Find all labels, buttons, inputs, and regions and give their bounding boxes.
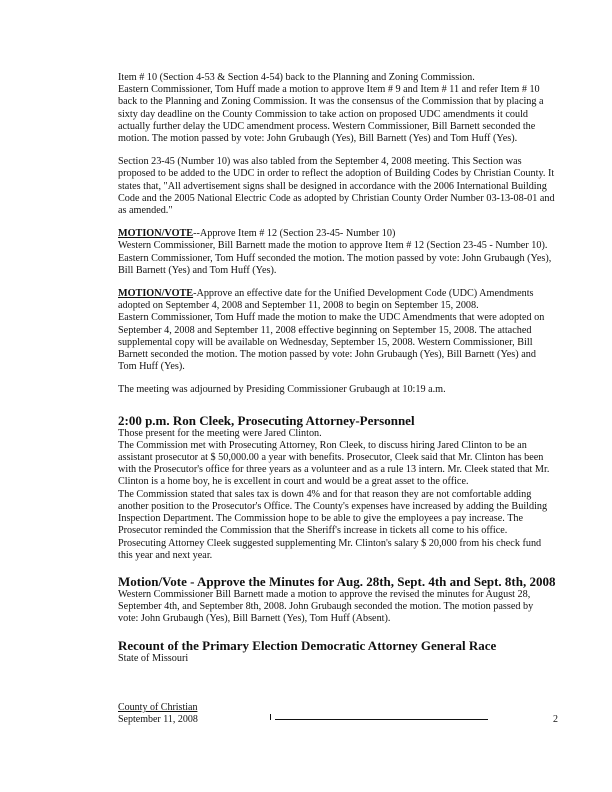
page-footer bbox=[118, 702, 558, 726]
section-23-45-paragraph: Section 23-45 (Number 10) was also tabled from the September 4, 2008 meeting. This Section was proposed to be added to the UDC in order to reflect the adoption of Building Codes by Christian County. It states that, "All advertisement signs shall be designed in accordance with the 2006 International Building Code and the 2005 National Electric Code as adopted by Christian County Order Number 03-13-08-01 and as amended." bbox=[118, 156, 555, 217]
page-number: 2 bbox=[553, 714, 558, 725]
minutes-body bbox=[118, 72, 556, 665]
motion-item12 bbox=[118, 228, 556, 240]
commission-response: The Commission stated that sales tax is down 4% and for that reason they are not comfortable adding another position to the Prosecutor's Office. The County's expenses have increased by adding the Building Inspection Department. The Commission hope to be able to give the employees a pay increase. The Prosecutor reminded the Commission that the Sheriff's increase in tickets all come to his office. Prosecuting Attorney Cleek suggested supplementing Mr. Clinton's salary $ 20,000 from his check fund this year and next year. bbox=[118, 488, 548, 561]
footer-date: September 11, 2008 bbox=[118, 714, 198, 725]
motion-effective-date-title: -Approve an effective date for the Unified Development Code (UDC) Amendments adopted on September 4, 2008 and September 11, 2008 to begin on September 15, 2008. bbox=[118, 288, 534, 312]
adjournment-note: The meeting was adjourned by Presiding Commissioner Grubaugh at 10:19 a.m. bbox=[118, 384, 446, 396]
motion-item12-title: --Approve Item # 12 (Section 23-45- Number 10) bbox=[193, 228, 396, 240]
recount-subheading: State of Missouri bbox=[118, 652, 189, 664]
footer-rule-tick bbox=[270, 714, 271, 720]
motion-effective-date bbox=[118, 288, 556, 312]
footer-rule bbox=[275, 719, 488, 720]
item10-paragraph: Eastern Commissioner, Tom Huff made a motion to approve Item # 9 and Item # 11 and refer Item # 10 back to the Planning and Zoning Commission. It was the consensus of the Commission that by placing a sixty day deadline on the County Commission to take action on proposed UDC amendments it could actually further delay the UDC amendment process. Western Commissioner, Bill Barnett seconded the motion. The motion passed by vote: John Grubaugh (Yes), Bill Barnett (Yes) and Tom Huff (Yes). bbox=[118, 84, 544, 145]
footer-county: County of Christian bbox=[118, 702, 198, 713]
item10-heading: Item # 10 (Section 4-53 & Section 4-54) back to the Planning and Zoning Commission. bbox=[118, 72, 475, 83]
section-heading-prosecuting-attorney: 2:00 p.m. Ron Cleek, Prosecuting Attorney-Personnel bbox=[118, 412, 415, 428]
motion-effective-date-body: Eastern Commissioner, Tom Huff made the motion to make the UDC Amendments that were adopted on September 4, 2008 and September 11, 2008 effective beginning on September 15, 2008. The attached supplemental copy will be available on Wednesday, September 15, 2008. Western Commissioner, Bill Barnett seconded the motion. The motion passed by vote: John Grubaugh (Yes), Bill Barnett (Yes) and Tom Huff (Yes). bbox=[118, 312, 545, 373]
attendees-line: Those present for the meeting were Jared Clinton. bbox=[118, 427, 322, 439]
motion-vote-label: MOTION/VOTE bbox=[118, 228, 194, 240]
section-heading-recount: Recount of the Primary Election Democratic Attorney General Race bbox=[118, 637, 497, 653]
prosecutor-discussion: The Commission met with Prosecuting Attorney, Ron Cleek, to discuss hiring Jared Clinton to be an assistant prosecutor at $ 50,000.00 a year with benefits. Prosecutor, Cleek said that Mr. Clinton has been with the Prosecutor's office for three years as a volunteer and as a rule 13 intern. Mr. Cleek stated that Mr. Clinton is a home boy, he is excellent in court and would be a great asset to the office. bbox=[118, 439, 550, 488]
minutes-approval-body: Western Commissioner Bill Barnett made a motion to approve the revised the minutes for August 28, September 4th, and September 8th, 2008. John Grubaugh seconded the motion. The motion passed by vote: John Grubaugh (Yes), Bill Barnett (Yes), Tom Huff (Absent). bbox=[118, 588, 534, 625]
section-heading-minutes-approval: Motion/Vote - Approve the Minutes for Aug. 28th, Sept. 4th and Sept. 8th, 2008 bbox=[118, 573, 556, 589]
motion-item12-body: Western Commissioner, Bill Barnett made the motion to approve Item # 12 (Section 23-45 - Number 10). Eastern Commissioner, Tom Huff seconded the motion. The motion passed by vote: John Grubaugh (Yes), Bill Barnett (Yes) and Tom Huff (Yes). bbox=[118, 240, 552, 276]
motion-vote-label: MOTION/VOTE bbox=[118, 288, 194, 300]
